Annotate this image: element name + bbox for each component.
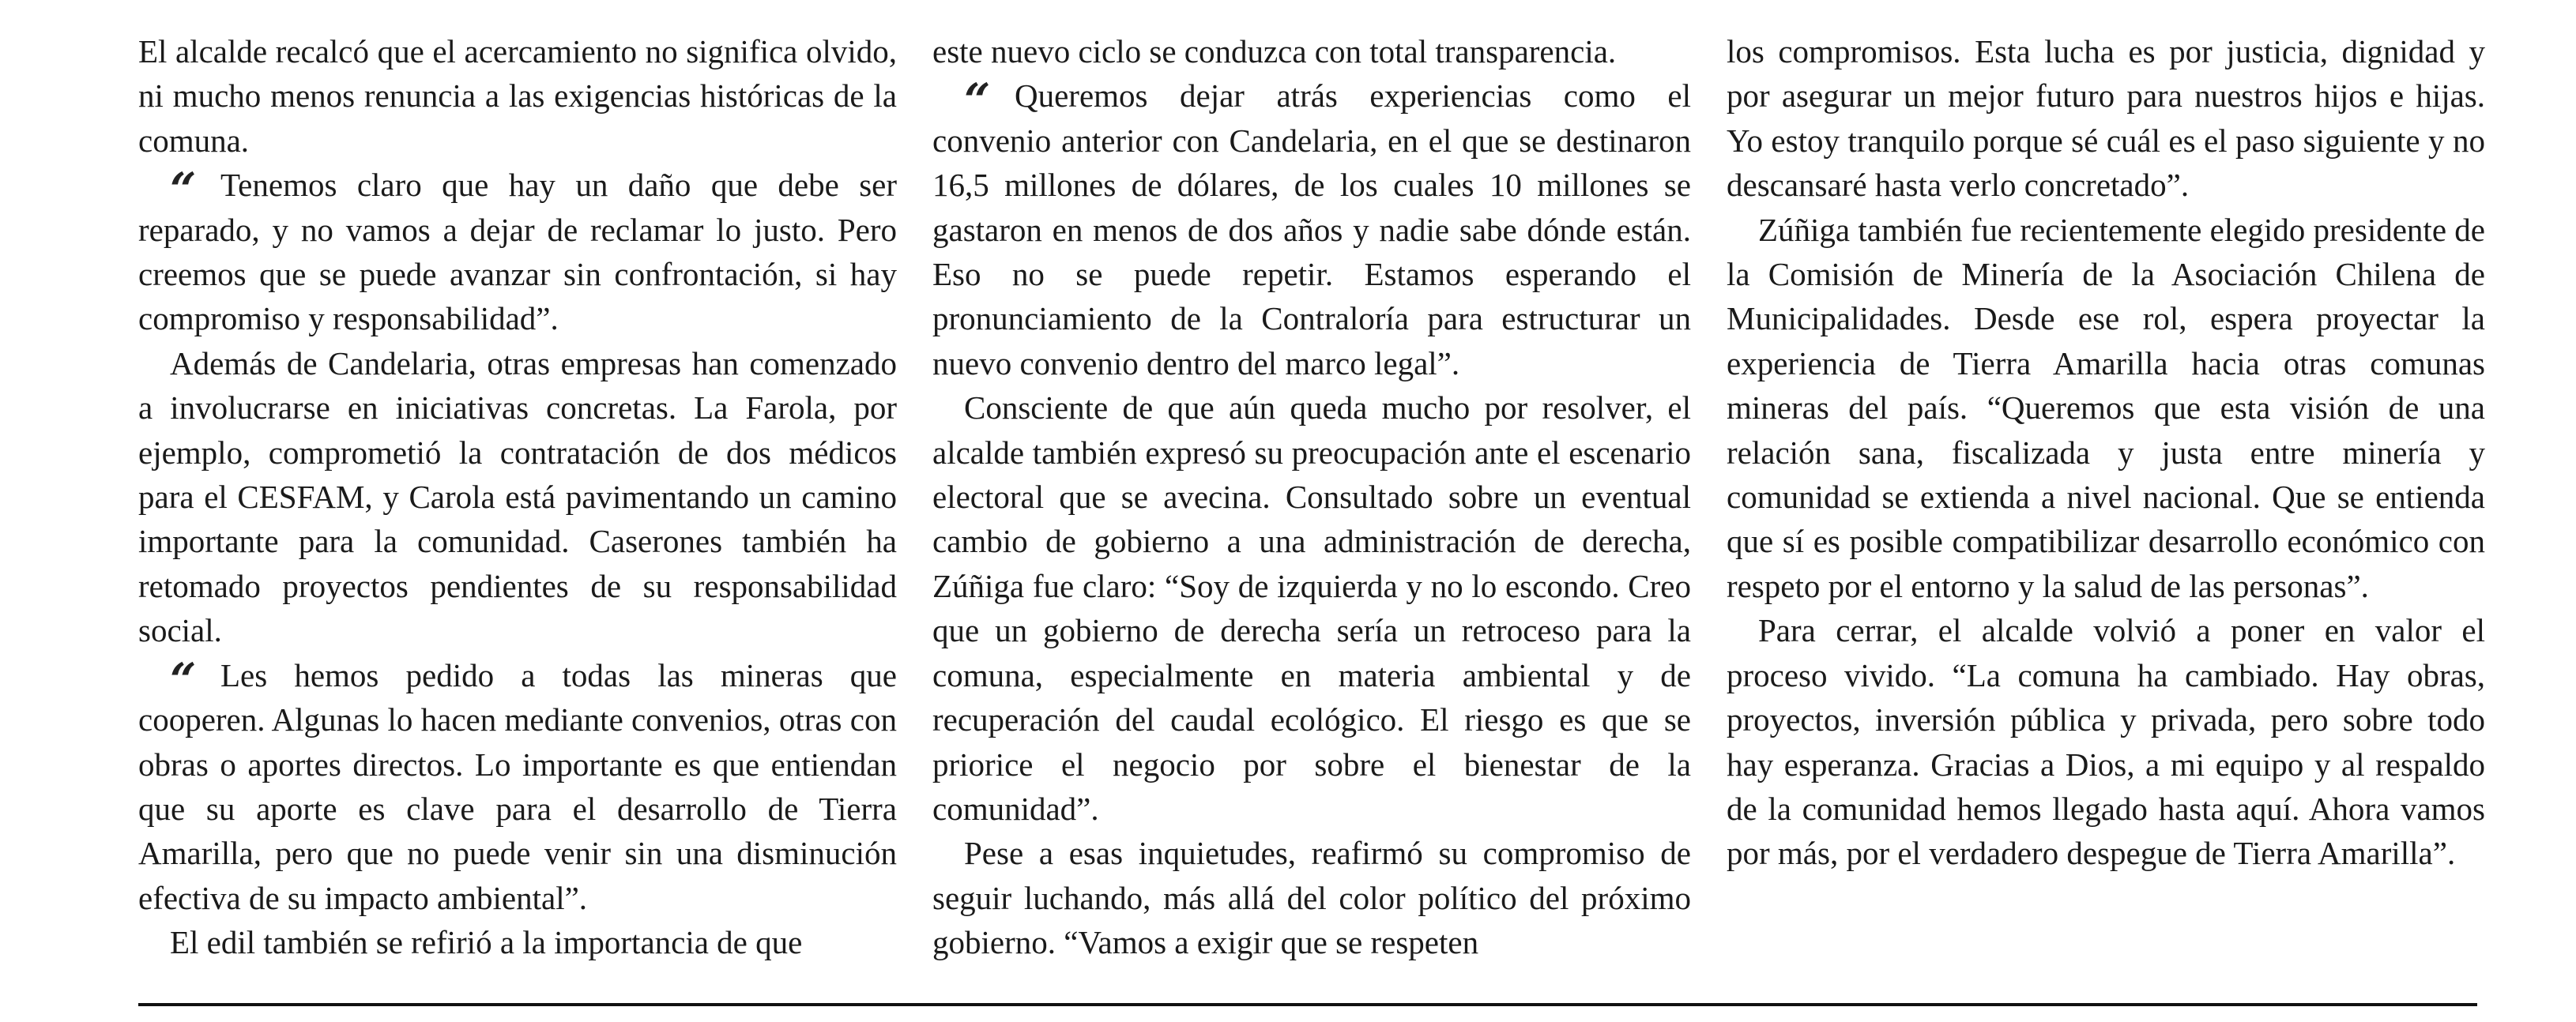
paragraph-text: Para cerrar, el alcalde volvió a poner en valor el proceso vivido. “La comuna ha cambiado. Hay obras, proyectos, inversión pública y privada, pero sobre todo hay esperanza. Gracias a Dios, a mi equipo y al respaldo de la comunidad hemos llegado hasta aquí. Ahora vamos por más, por el verdadero despegue de Tierra Amarilla”. <box>1727 612 2485 872</box>
paragraph-text: Tenemos claro que hay un daño que debe ser reparado, y no vamos a dejar de reclamar lo justo. Pero creemos que se puede avanzar sin confrontación, si hay compromiso y responsabilidad”. <box>138 167 897 337</box>
paragraph <box>1727 29 2485 208</box>
pull-quote-paragraph <box>932 73 1691 385</box>
paragraph-text: El edil también se refirió a la importancia de que <box>170 924 803 961</box>
paragraph-text: Zúñiga también fue recientemente elegido presidente de la Comisión de Minería de la Asociación Chilena de Municipalidades. Desde ese rol, espera proyectar la experiencia de Tierra Amarilla hacia otras comunas mineras del país. “Queremos que esta visión de una relación sana, fiscalizada y justa entre minería y comunidad se extienda a nivel nacional. Que se entienda que sí es posible compatibilizar desarrollo económico con respeto por el entorno y la salud de las personas”. <box>1727 211 2485 604</box>
paragraph-text: Les hemos pedido a todas las mineras que cooperen. Algunas lo hacen mediante convenios, otras con obras o aportes directos. Lo importante es que entiendan que su aporte es clave para el desarrollo de Tierra Amarilla, pero que no puede venir sin una disminución efectiva de su impacto ambiental”. <box>138 656 897 916</box>
quote-mark-icon: “ <box>170 652 197 707</box>
pull-quote-paragraph <box>138 653 897 920</box>
paragraph <box>138 341 897 653</box>
paragraph <box>138 29 897 163</box>
paragraph-text: Consciente de que aún queda mucho por resolver, el alcalde también expresó su preocupación ante el escenario electoral que se avecina. Consultado sobre un eventual cambio de gobierno a una administración de derecha, Zúñiga fue claro: “Soy de izquierda y no lo escondo. Creo que un gobierno de derecha sería un retroceso para la comuna, especialmente en materia ambiental y de recuperación del caudal ecológico. El riesgo es que se priorice el negocio por sobre el bienestar de la comunidad”. <box>932 389 1691 827</box>
paragraph-text: los compromisos. Esta lucha es por justicia, dignidad y por asegurar un mejor futuro para nuestros hijos e hijas. Yo estoy tranquilo porque sé cuál es el paso siguiente y no descansaré hasta verlo concretado”. <box>1727 33 2485 204</box>
paragraph-text: Pese a esas inquietudes, reafirmó su compromiso de seguir luchando, más allá del color político del próximo gobierno. “Vamos a exigir que se respeten <box>932 835 1691 961</box>
paragraph-text: este nuevo ciclo se conduzca con total transparencia. <box>932 33 1617 70</box>
paragraph <box>1727 608 2485 875</box>
article-column-1 <box>138 29 897 965</box>
paragraph <box>932 831 1691 964</box>
paragraph <box>932 29 1691 73</box>
pull-quote-paragraph <box>138 163 897 341</box>
paragraph-text: Queremos dejar atrás experiencias como el convenio anterior con Candelaria, en el que se destinaron 16,5 millones de dólares, de los cuales 10 millones se gastaron en menos de dos años y nadie sabe dónde están. Eso no se puede repetir. Estamos esperando el pronunciamiento de la Contraloría para estructurar un nuevo convenio dentro del marco legal”. <box>932 77 1691 381</box>
quote-mark-icon: “ <box>964 73 991 128</box>
article-column-2 <box>932 29 1691 965</box>
article-column-3 <box>1727 29 2485 876</box>
bottom-divider-rule <box>138 1003 2477 1006</box>
paragraph-text: Además de Candelaria, otras empresas han comenzado a involucrarse en iniciativas concretas. La Farola, por ejemplo, comprometió la contratación de dos médicos para el CESFAM, y Carola está pavimentando un camino importante para la comunidad. Caserones también ha retomado proyectos pendientes de su responsabilidad social. <box>138 344 897 649</box>
paragraph-text: El alcalde recalcó que el acercamiento no significa olvido, ni mucho menos renuncia a las exigencias históricas de la comuna. <box>138 33 897 159</box>
quote-mark-icon: “ <box>170 163 197 217</box>
paragraph <box>932 385 1691 831</box>
paragraph <box>138 920 897 964</box>
paragraph <box>1727 208 2485 609</box>
